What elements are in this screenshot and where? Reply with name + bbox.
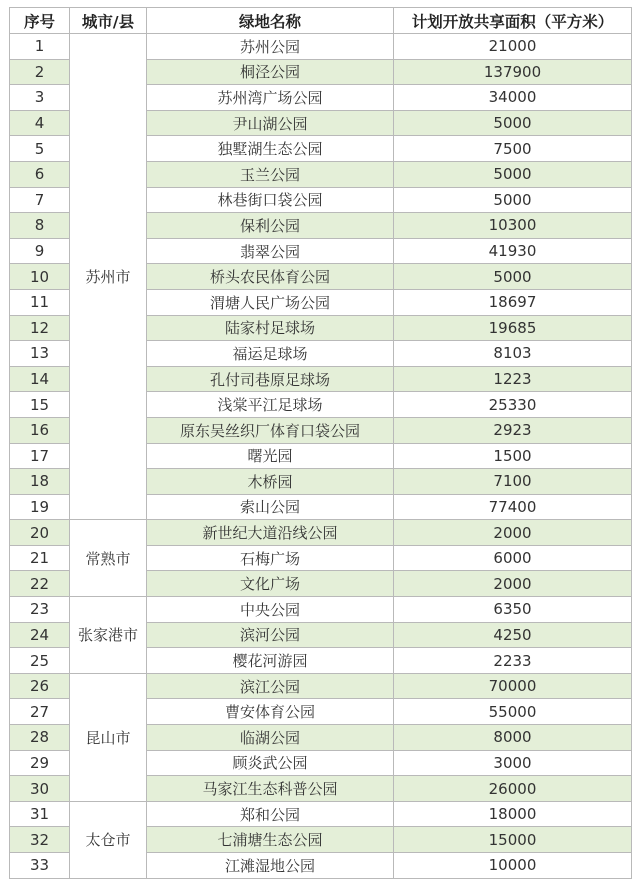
cell-area: 5000 bbox=[394, 110, 632, 136]
cell-no: 26 bbox=[10, 673, 70, 699]
cell-no: 20 bbox=[10, 520, 70, 546]
cell-name: 中央公园 bbox=[147, 597, 394, 623]
cell-no: 6 bbox=[10, 161, 70, 187]
cell-area: 137900 bbox=[394, 59, 632, 85]
cell-area: 7100 bbox=[394, 469, 632, 495]
cell-city: 常熟市 bbox=[70, 520, 147, 597]
cell-name: 文化广场 bbox=[147, 571, 394, 597]
cell-area: 2233 bbox=[394, 648, 632, 674]
table-row bbox=[10, 673, 632, 699]
cell-no: 2 bbox=[10, 59, 70, 85]
cell-area: 55000 bbox=[394, 699, 632, 725]
cell-name: 马家江生态科普公园 bbox=[147, 776, 394, 802]
cell-no: 4 bbox=[10, 110, 70, 136]
header-area: 计划开放共享面积（平方米） bbox=[394, 8, 632, 34]
cell-name: 石梅广场 bbox=[147, 545, 394, 571]
cell-name: 樱花河游园 bbox=[147, 648, 394, 674]
cell-area: 34000 bbox=[394, 85, 632, 111]
cell-area: 6000 bbox=[394, 545, 632, 571]
cell-name: 尹山湖公园 bbox=[147, 110, 394, 136]
cell-no: 30 bbox=[10, 776, 70, 802]
cell-no: 24 bbox=[10, 622, 70, 648]
cell-no: 11 bbox=[10, 289, 70, 315]
cell-area: 8000 bbox=[394, 725, 632, 751]
cell-name: 林巷街口袋公园 bbox=[147, 187, 394, 213]
table-row bbox=[10, 801, 632, 827]
cell-name: 翡翠公园 bbox=[147, 238, 394, 264]
cell-no: 25 bbox=[10, 648, 70, 674]
cell-name: 七浦塘生态公园 bbox=[147, 827, 394, 853]
cell-no: 10 bbox=[10, 264, 70, 290]
cell-city: 昆山市 bbox=[70, 673, 147, 801]
cell-no: 3 bbox=[10, 85, 70, 111]
cell-no: 9 bbox=[10, 238, 70, 264]
cell-no: 18 bbox=[10, 469, 70, 495]
cell-name: 索山公园 bbox=[147, 494, 394, 520]
cell-no: 15 bbox=[10, 392, 70, 418]
cell-no: 12 bbox=[10, 315, 70, 341]
header-city: 城市/县 bbox=[70, 8, 147, 34]
cell-area: 70000 bbox=[394, 673, 632, 699]
cell-name: 桐泾公园 bbox=[147, 59, 394, 85]
cell-area: 6350 bbox=[394, 597, 632, 623]
cell-name: 苏州湾广场公园 bbox=[147, 85, 394, 111]
cell-name: 原东吴丝织厂体育口袋公园 bbox=[147, 417, 394, 443]
header-name: 绿地名称 bbox=[147, 8, 394, 34]
green-space-table bbox=[9, 7, 632, 879]
cell-name: 独墅湖生态公园 bbox=[147, 136, 394, 162]
cell-area: 41930 bbox=[394, 238, 632, 264]
cell-area: 25330 bbox=[394, 392, 632, 418]
cell-area: 5000 bbox=[394, 161, 632, 187]
cell-area: 26000 bbox=[394, 776, 632, 802]
cell-no: 23 bbox=[10, 597, 70, 623]
cell-name: 保利公园 bbox=[147, 213, 394, 239]
cell-city: 太仓市 bbox=[70, 801, 147, 878]
cell-area: 77400 bbox=[394, 494, 632, 520]
cell-name: 江滩湿地公园 bbox=[147, 853, 394, 879]
cell-area: 18000 bbox=[394, 801, 632, 827]
cell-name: 郑和公园 bbox=[147, 801, 394, 827]
cell-area: 1223 bbox=[394, 366, 632, 392]
cell-no: 5 bbox=[10, 136, 70, 162]
cell-no: 19 bbox=[10, 494, 70, 520]
table-row bbox=[10, 34, 632, 60]
cell-no: 22 bbox=[10, 571, 70, 597]
cell-no: 31 bbox=[10, 801, 70, 827]
cell-name: 曙光园 bbox=[147, 443, 394, 469]
cell-no: 33 bbox=[10, 853, 70, 879]
cell-no: 32 bbox=[10, 827, 70, 853]
cell-name: 苏州公园 bbox=[147, 34, 394, 60]
cell-name: 桥头农民体育公园 bbox=[147, 264, 394, 290]
cell-no: 29 bbox=[10, 750, 70, 776]
header-no: 序号 bbox=[10, 8, 70, 34]
cell-name: 滨江公园 bbox=[147, 673, 394, 699]
cell-name: 玉兰公园 bbox=[147, 161, 394, 187]
cell-no: 14 bbox=[10, 366, 70, 392]
cell-area: 1500 bbox=[394, 443, 632, 469]
cell-area: 7500 bbox=[394, 136, 632, 162]
cell-name: 陆家村足球场 bbox=[147, 315, 394, 341]
table-body bbox=[10, 34, 632, 879]
cell-no: 1 bbox=[10, 34, 70, 60]
cell-no: 27 bbox=[10, 699, 70, 725]
cell-area: 5000 bbox=[394, 187, 632, 213]
header-row bbox=[10, 8, 632, 34]
cell-name: 顾炎武公园 bbox=[147, 750, 394, 776]
cell-area: 2000 bbox=[394, 520, 632, 546]
cell-city: 张家港市 bbox=[70, 597, 147, 674]
cell-area: 15000 bbox=[394, 827, 632, 853]
cell-no: 8 bbox=[10, 213, 70, 239]
cell-no: 7 bbox=[10, 187, 70, 213]
cell-area: 5000 bbox=[394, 264, 632, 290]
cell-area: 4250 bbox=[394, 622, 632, 648]
cell-name: 滨河公园 bbox=[147, 622, 394, 648]
table-row bbox=[10, 520, 632, 546]
cell-city: 苏州市 bbox=[70, 34, 147, 520]
cell-area: 2000 bbox=[394, 571, 632, 597]
cell-area: 18697 bbox=[394, 289, 632, 315]
cell-no: 28 bbox=[10, 725, 70, 751]
cell-name: 临湖公园 bbox=[147, 725, 394, 751]
cell-name: 新世纪大道沿线公园 bbox=[147, 520, 394, 546]
cell-name: 浅棠平江足球场 bbox=[147, 392, 394, 418]
table-row bbox=[10, 597, 632, 623]
cell-no: 13 bbox=[10, 341, 70, 367]
cell-no: 21 bbox=[10, 545, 70, 571]
cell-area: 8103 bbox=[394, 341, 632, 367]
cell-no: 17 bbox=[10, 443, 70, 469]
cell-area: 19685 bbox=[394, 315, 632, 341]
cell-name: 木桥园 bbox=[147, 469, 394, 495]
cell-name: 福运足球场 bbox=[147, 341, 394, 367]
cell-name: 孔付司巷原足球场 bbox=[147, 366, 394, 392]
cell-name: 曹安体育公园 bbox=[147, 699, 394, 725]
cell-area: 21000 bbox=[394, 34, 632, 60]
cell-area: 10300 bbox=[394, 213, 632, 239]
cell-name: 渭塘人民广场公园 bbox=[147, 289, 394, 315]
cell-no: 16 bbox=[10, 417, 70, 443]
cell-area: 2923 bbox=[394, 417, 632, 443]
cell-area: 3000 bbox=[394, 750, 632, 776]
cell-area: 10000 bbox=[394, 853, 632, 879]
